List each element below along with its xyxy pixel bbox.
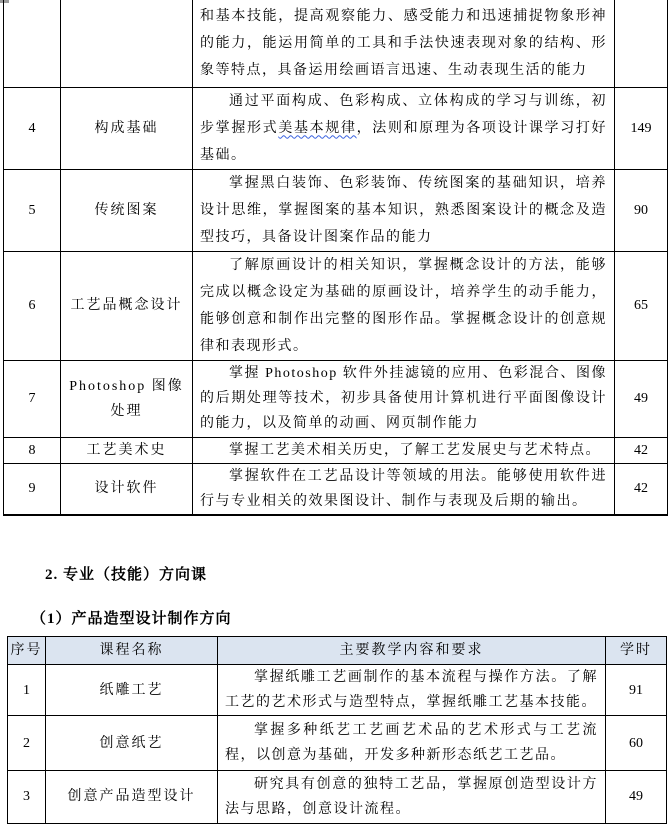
header-serial-number: 序号 xyxy=(8,637,46,665)
cell-course-content xyxy=(193,0,615,87)
course-content-text: 研究具有创意的独特工艺品，掌握原创造型设计方法与思路，创意设计流程。 xyxy=(225,776,598,817)
cell-hours: 60 xyxy=(606,716,667,771)
table-row xyxy=(4,169,668,251)
cell-course-content xyxy=(193,169,615,251)
cell-serial-number: 3 xyxy=(8,771,46,824)
cell-serial-number: 2 xyxy=(8,716,46,771)
section-heading-skill-direction: 2. 专业（技能）方向课 xyxy=(45,567,208,583)
cell-hours: 42 xyxy=(615,437,668,463)
table-row xyxy=(4,87,668,169)
cell-hours xyxy=(615,0,668,87)
cell-serial-number: 1 xyxy=(8,665,46,716)
table-row xyxy=(8,771,667,824)
content-after: ，法则和原理为各项设计课学习打好基础。 xyxy=(200,120,608,163)
cell-course-content xyxy=(218,665,606,716)
cell-hours: 42 xyxy=(615,463,668,515)
course-content-text: 掌握 Photoshop 软件外挂滤镜的应用、色彩混合、图像的后期处理等技术，初步具备使用计算机进行平面图像设计的能力，以及简单的动画、网页制作能力 xyxy=(200,366,607,431)
cell-course-content xyxy=(193,251,615,360)
cell-course-content xyxy=(193,437,615,463)
cell-serial-number xyxy=(4,0,61,87)
cell-course-content xyxy=(193,463,615,515)
table-row xyxy=(8,716,667,771)
table-row xyxy=(8,665,667,716)
cell-course-name: 纸雕工艺 xyxy=(46,665,218,716)
cell-course-content xyxy=(218,716,606,771)
table-header-row xyxy=(8,637,667,665)
table-row xyxy=(4,463,668,515)
header-course-name: 课程名称 xyxy=(46,637,218,665)
cell-course-name: 创意产品造型设计 xyxy=(46,771,218,824)
course-content-text: 了解原画设计的相关知识，掌握概念设计的方法，能够完成以概念设定为基础的原画设计，培养学生的动手能力，能够创意和制作出完整的图形作品。掌握概念设计的创意规律和表现形式。 xyxy=(200,257,607,354)
cell-hours: 49 xyxy=(615,360,668,437)
grammar-check-squiggle: 美基本规律 xyxy=(278,120,357,136)
header-hours: 学时 xyxy=(606,637,667,665)
table-row xyxy=(4,251,668,360)
cell-course-name: 创意纸艺 xyxy=(46,716,218,771)
cell-course-content xyxy=(218,771,606,824)
content-before: 通过平面构成、色彩构成、立体构成的学习与训练，初步掌握形式 xyxy=(200,93,607,136)
cell-serial-number: 7 xyxy=(4,360,61,437)
cell-course-name: Photoshop 图像处理 xyxy=(61,360,193,437)
cell-course-content xyxy=(193,360,615,437)
cell-course-name: 工艺美术史 xyxy=(61,437,193,463)
cell-serial-number: 5 xyxy=(4,169,61,251)
course-content-text: 和基本技能，提高观察能力、感受能力和迅速捕捉物象形神的能力，能运用简单的工具和手法快速表现对象的结构、形象等特点，具备运用绘画语言迅速、生动表现生活的能力 xyxy=(200,8,607,78)
cell-course-name: 构成基础 xyxy=(61,87,193,169)
cell-serial-number: 8 xyxy=(4,437,61,463)
cell-serial-number: 4 xyxy=(4,87,61,169)
table-row xyxy=(4,437,668,463)
cell-hours: 91 xyxy=(606,665,667,716)
cell-hours: 90 xyxy=(615,169,668,251)
course-content-text: 掌握黑白装饰、色彩装饰、传统图案的基础知识，培养设计思维，掌握图案的基本知识，熟悉图案设计的概念及造型技巧，具备设计图案作品的能力 xyxy=(200,175,607,245)
cell-course-name xyxy=(61,0,193,87)
course-content-text xyxy=(200,88,607,169)
course-table-product-design xyxy=(7,636,667,824)
course-content-text: 掌握多种纸艺工艺画艺术品的艺术形式与工艺流程，以创意为基础，开发多种新形态纸艺工艺品。 xyxy=(225,723,598,763)
course-table-core-skills xyxy=(3,0,668,516)
header-course-content: 主要教学内容和要求 xyxy=(218,637,606,665)
cell-hours: 49 xyxy=(606,771,667,824)
table-row-continuation xyxy=(4,0,668,87)
course-content-text: 掌握软件在工艺品设计等领域的用法。能够使用软件进行与专业相关的效果图设计、制作与表现及后期的输出。 xyxy=(200,468,607,509)
course-content-text: 掌握工艺美术相关历史，了解工艺发展史与艺术特点。 xyxy=(229,442,601,458)
cell-hours: 65 xyxy=(615,251,668,360)
cell-serial-number: 6 xyxy=(4,251,61,360)
course-content-text: 掌握纸雕工艺画制作的基本流程与操作方法。了解工艺的艺术形式与造型特点，掌握纸雕工艺基本技能。 xyxy=(225,670,598,710)
cell-course-name: 设计软件 xyxy=(61,463,193,515)
cell-course-content xyxy=(193,87,615,169)
cell-course-name: 传统图案 xyxy=(61,169,193,251)
table-row xyxy=(4,360,668,437)
cell-course-name: 工艺品概念设计 xyxy=(61,251,193,360)
section-heading-product-design: （1）产品造型设计制作方向 xyxy=(31,611,232,627)
cell-serial-number: 9 xyxy=(4,463,61,515)
cell-hours: 149 xyxy=(615,87,668,169)
